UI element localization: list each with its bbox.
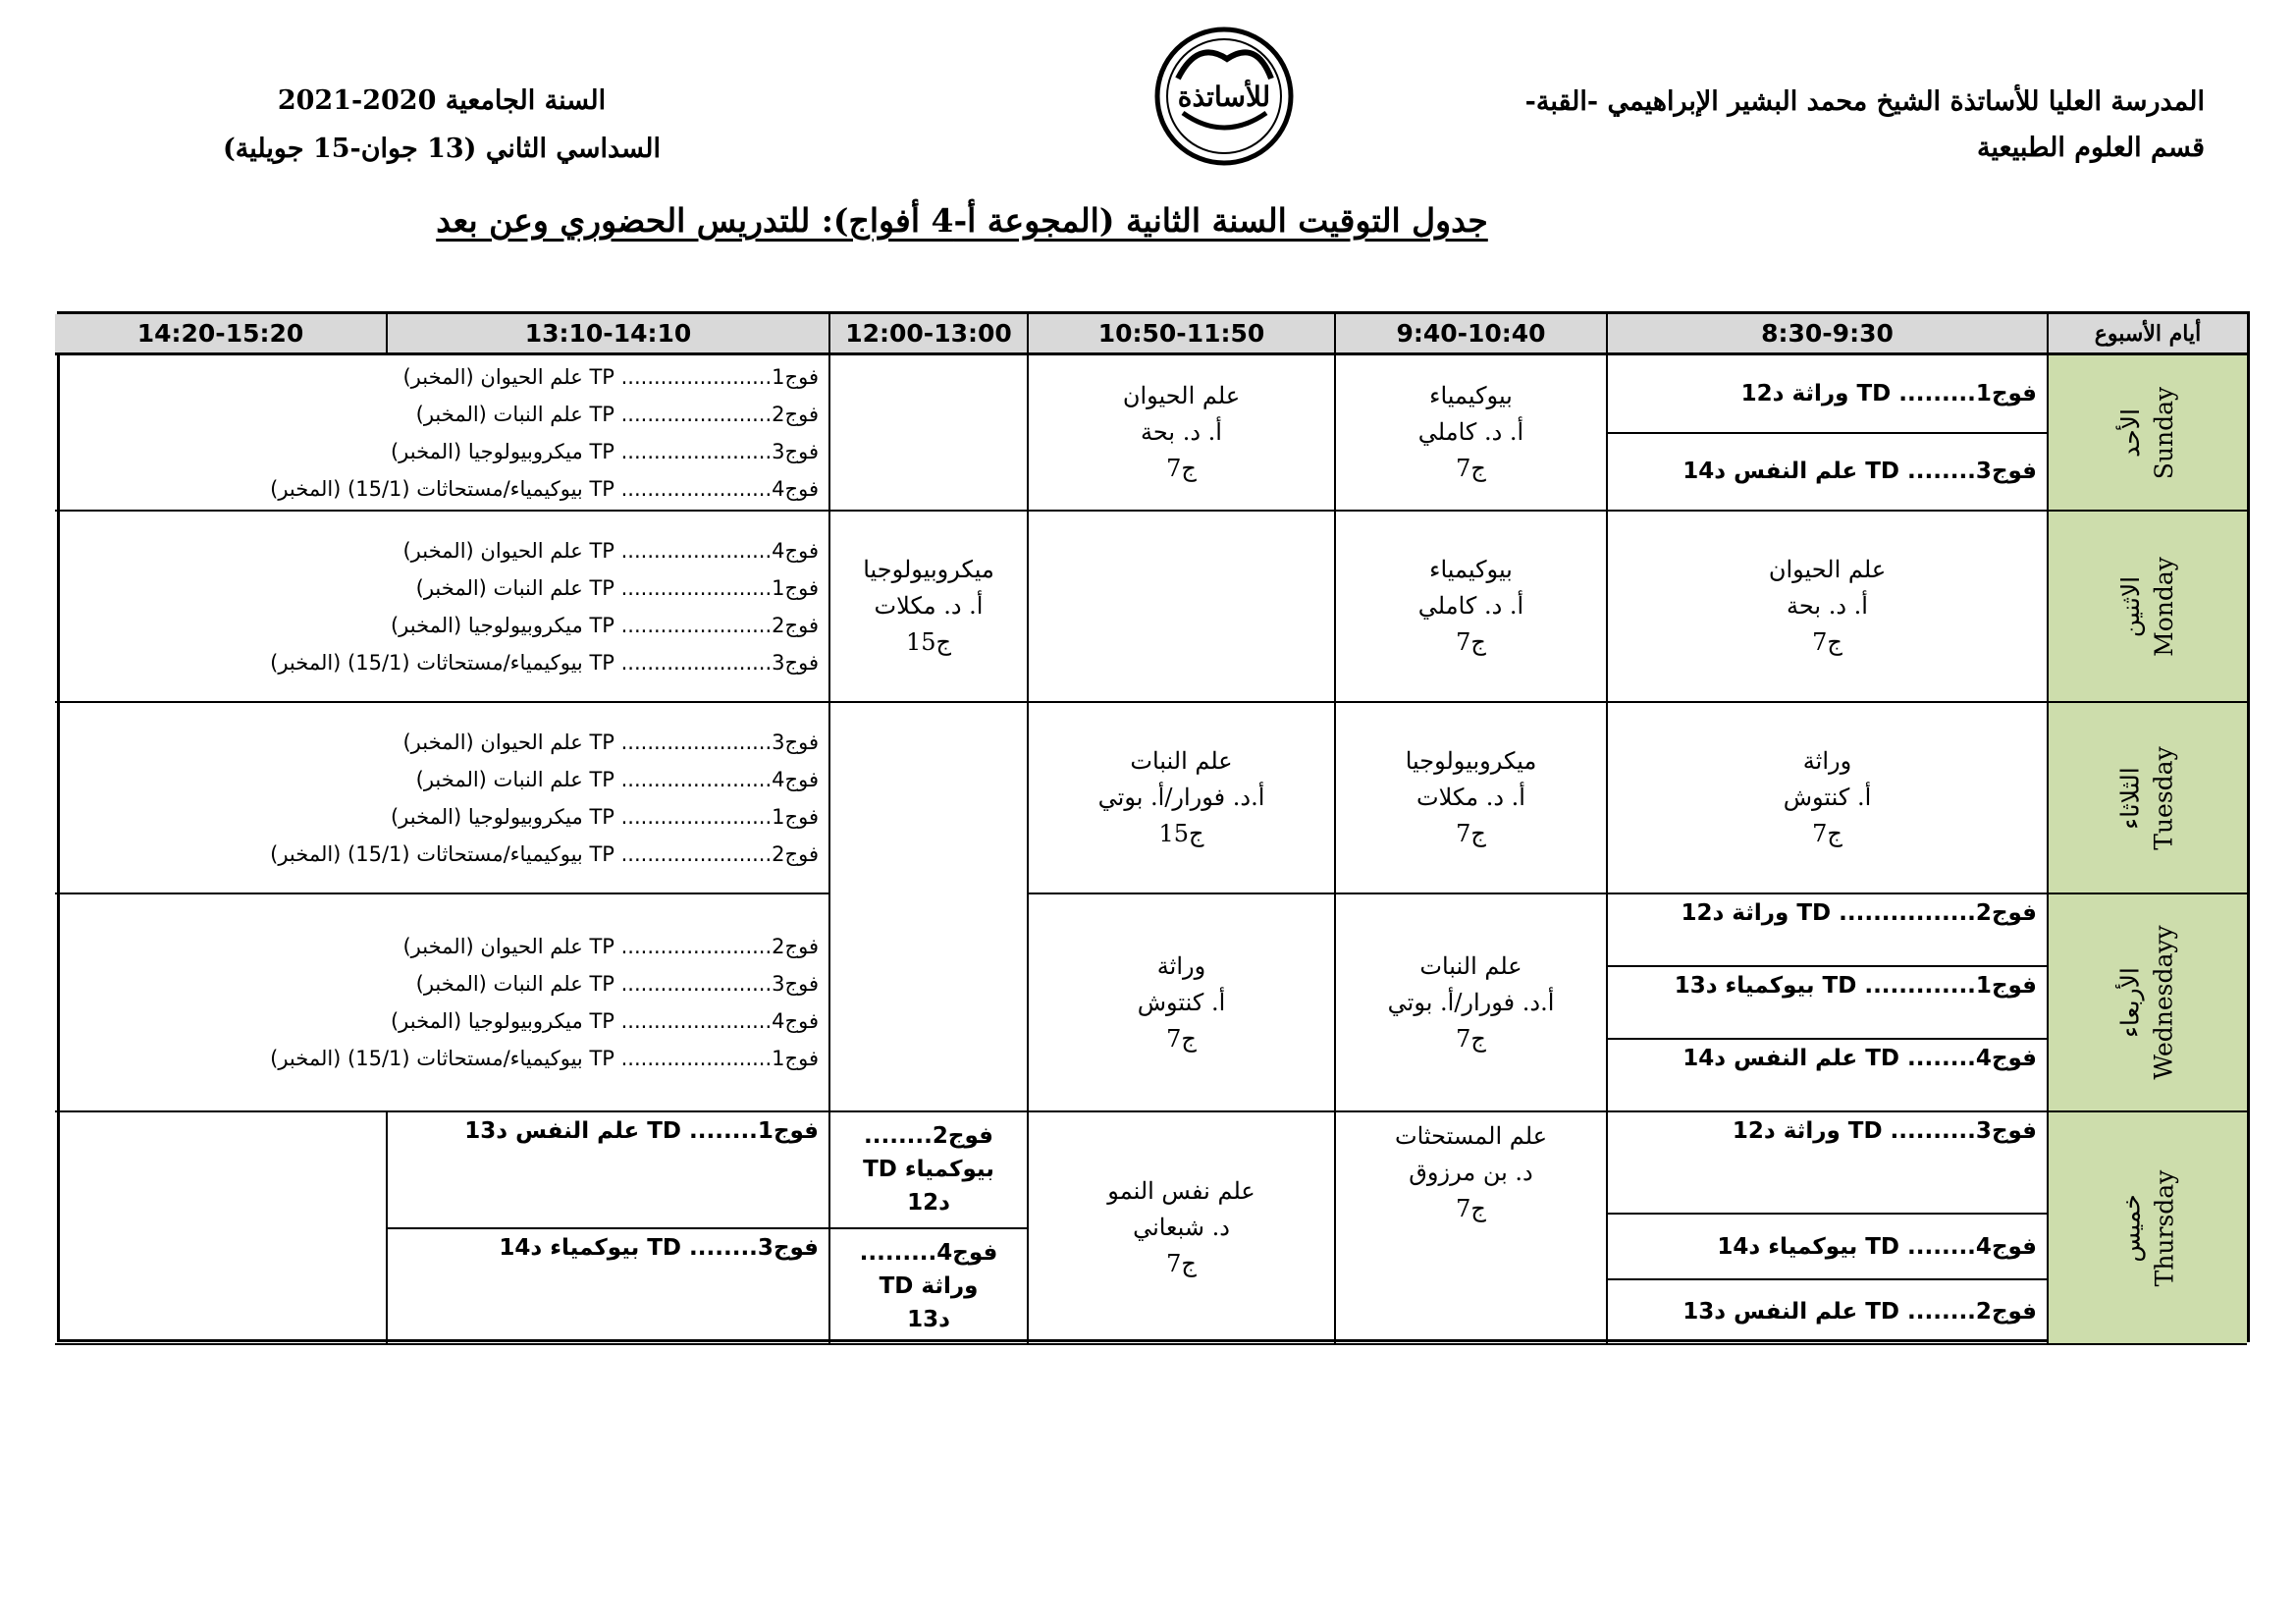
monday-slot1: علم الحيوان أ. د. بحة ج7 xyxy=(1606,512,2047,703)
tuesday-tp-block xyxy=(55,703,828,894)
td-session: فوج3.......... TD وراثة د12 xyxy=(1608,1112,2047,1215)
td-session: فوج3........ TD بيوكمياء د14 xyxy=(499,1234,819,1261)
tp-line: فوج2....................... TP ميكروبيولوجيا (المخبر) xyxy=(390,613,819,637)
day-label-wednesday: الأربعاء Wednesdayy xyxy=(2047,894,2247,1112)
tp-line: فوج2....................... TP بيوكيمياء/مستحاثات (15/1) (المخبر) xyxy=(270,841,819,866)
timetable xyxy=(57,311,2250,1342)
slot-header: 12:00-13:00 xyxy=(828,314,1027,355)
td-session: فوج1........ TD علم النفس د13 xyxy=(388,1112,828,1229)
slot-header: 8:30-9:30 xyxy=(1606,314,2047,355)
td-session: فوج1............. TD بيوكمياء د13 xyxy=(1608,967,2047,1040)
day-label-monday: الاثنين Monday xyxy=(2047,512,2247,703)
tp-line: فوج4....................... TP علم الحيوان (المخبر) xyxy=(402,538,819,563)
monday-slot2: بيوكيمياء أ. د. كاملي ج7 xyxy=(1334,512,1606,703)
wednesday-tp-block xyxy=(55,894,828,1112)
tue-wed-slot4-empty xyxy=(828,703,1027,1112)
sunday-slot3: علم الحيوان أ. د. بحة ج7 xyxy=(1027,355,1334,512)
tp-line: فوج1....................... TP علم النبات (المخبر) xyxy=(415,575,819,600)
monday-slot3-empty xyxy=(1027,512,1334,703)
school-logo xyxy=(1139,20,1310,167)
td-session: فوج3........ TD علم النفس د14 xyxy=(1682,459,2037,485)
tp-line: فوج3....................... TP علم النبات (المخبر) xyxy=(415,972,819,996)
tp-line: فوج4....................... TP بيوكيمياء/مستحاثات (15/1) (المخبر) xyxy=(270,476,819,501)
logo-text: للأساتذة xyxy=(1177,81,1271,113)
institution-name: المدرسة العليا للأساتذة الشيخ محمد البشير الإبراهيمي -القبة- xyxy=(1524,86,2205,117)
monday-slot4: ميكروبيولوجيا أ. د. مكلات ج15 xyxy=(828,512,1027,703)
td-session: فوج2........ بيوكمياء TD د12 xyxy=(830,1112,1027,1229)
td-session: فوج2................ TD وراثة د12 xyxy=(1608,894,2047,967)
wednesday-slot2: علم النبات أ.د. فورار/أ. بوتي ج7 xyxy=(1334,894,1606,1112)
td-session: فوج1......... TD وراثة د12 xyxy=(1608,355,2047,434)
sunday-slot2: بيوكيمياء أ. د. كاملي ج7 xyxy=(1334,355,1606,512)
semester: السداسي الثاني (13 جوان-15 جويلية) xyxy=(223,134,661,164)
td-session: فوج4........ TD بيوكمياء د14 xyxy=(1608,1215,2047,1279)
tp-line: فوج2....................... TP علم النبات (المخبر) xyxy=(415,402,819,426)
tuesday-slot3: علم النبات أ.د. فورار/أ. بوتي ج15 xyxy=(1027,703,1334,894)
document-title: جدول التوقيت السنة الثانية (المجوعة أ-4 أفواج): للتدريس الحضوري وعن بعد xyxy=(436,201,1488,240)
department-name: قسم العلوم الطبيعية xyxy=(1977,133,2205,163)
tp-line: فوج4....................... TP علم النبات (المخبر) xyxy=(415,767,819,791)
tp-line: فوج1....................... TP ميكروبيولوجيا (المخبر) xyxy=(390,804,819,829)
slot-header: 14:20-15:20 xyxy=(55,314,386,355)
day-column-header: أيام الأسبوع xyxy=(2047,314,2247,355)
thursday-slot5 xyxy=(386,1112,828,1345)
slot-header: 9:40-10:40 xyxy=(1334,314,1606,355)
td-session: فوج2........ TD علم النفس د13 xyxy=(1682,1298,2037,1325)
tp-line: فوج3....................... TP ميكروبيولوجيا (المخبر) xyxy=(390,439,819,463)
day-label-tuesday: الثلاثاء Tuesday xyxy=(2047,703,2247,894)
td-session: فوج4........ TD علم النفس د14 xyxy=(1682,1046,2037,1071)
thursday-slot6-empty xyxy=(55,1112,386,1345)
wednesday-slot1 xyxy=(1606,894,2047,1112)
tp-line: فوج2....................... TP علم الحيوان (المخبر) xyxy=(402,935,819,958)
td-session: فوج4......... وراثة TD د13 xyxy=(859,1239,998,1332)
tp-line: فوج1....................... TP بيوكيمياء/مستحاثات (15/1) (المخبر) xyxy=(270,1047,819,1070)
slot-header: 10:50-11:50 xyxy=(1027,314,1334,355)
monday-tp-block xyxy=(55,512,828,703)
institution-header xyxy=(1321,79,2205,171)
sunday-tp-block xyxy=(55,355,828,512)
thursday-slot2: علم المستحثات د. بن مرزوق ج7 xyxy=(1334,1112,1606,1345)
tp-line: فوج1....................... TP علم الحيوان (المخبر) xyxy=(402,364,819,389)
tp-line: فوج3....................... TP علم الحيوان (المخبر) xyxy=(402,730,819,754)
thursday-slot4 xyxy=(828,1112,1027,1345)
day-label-sunday: الأحد Sunday xyxy=(2047,355,2247,512)
thursday-slot3: علم نفس النمو د. شبعاني ج7 xyxy=(1027,1112,1334,1345)
tuesday-slot1: وراثة أ. كنتوش ج7 xyxy=(1606,703,2047,894)
sunday-slot1 xyxy=(1606,355,2047,512)
tp-line: فوج3....................... TP بيوكيمياء/مستحاثات (15/1) (المخبر) xyxy=(270,650,819,675)
thursday-slot1 xyxy=(1606,1112,2047,1345)
tuesday-slot2: ميكروبيولوجيا أ. د. مكلات ج7 xyxy=(1334,703,1606,894)
sunday-slot4-empty xyxy=(828,355,1027,512)
tp-line: فوج4....................... TP ميكروبيولوجيا (المخبر) xyxy=(390,1009,819,1033)
slot-header: 13:10-14:10 xyxy=(386,314,828,355)
day-label-thursday: خميس Thursday xyxy=(2047,1112,2247,1345)
academic-year: السنة الجامعية 2020-2021 xyxy=(277,85,607,116)
wednesday-slot3: وراثة أ. كنتوش ج7 xyxy=(1027,894,1334,1112)
year-header xyxy=(147,77,736,173)
